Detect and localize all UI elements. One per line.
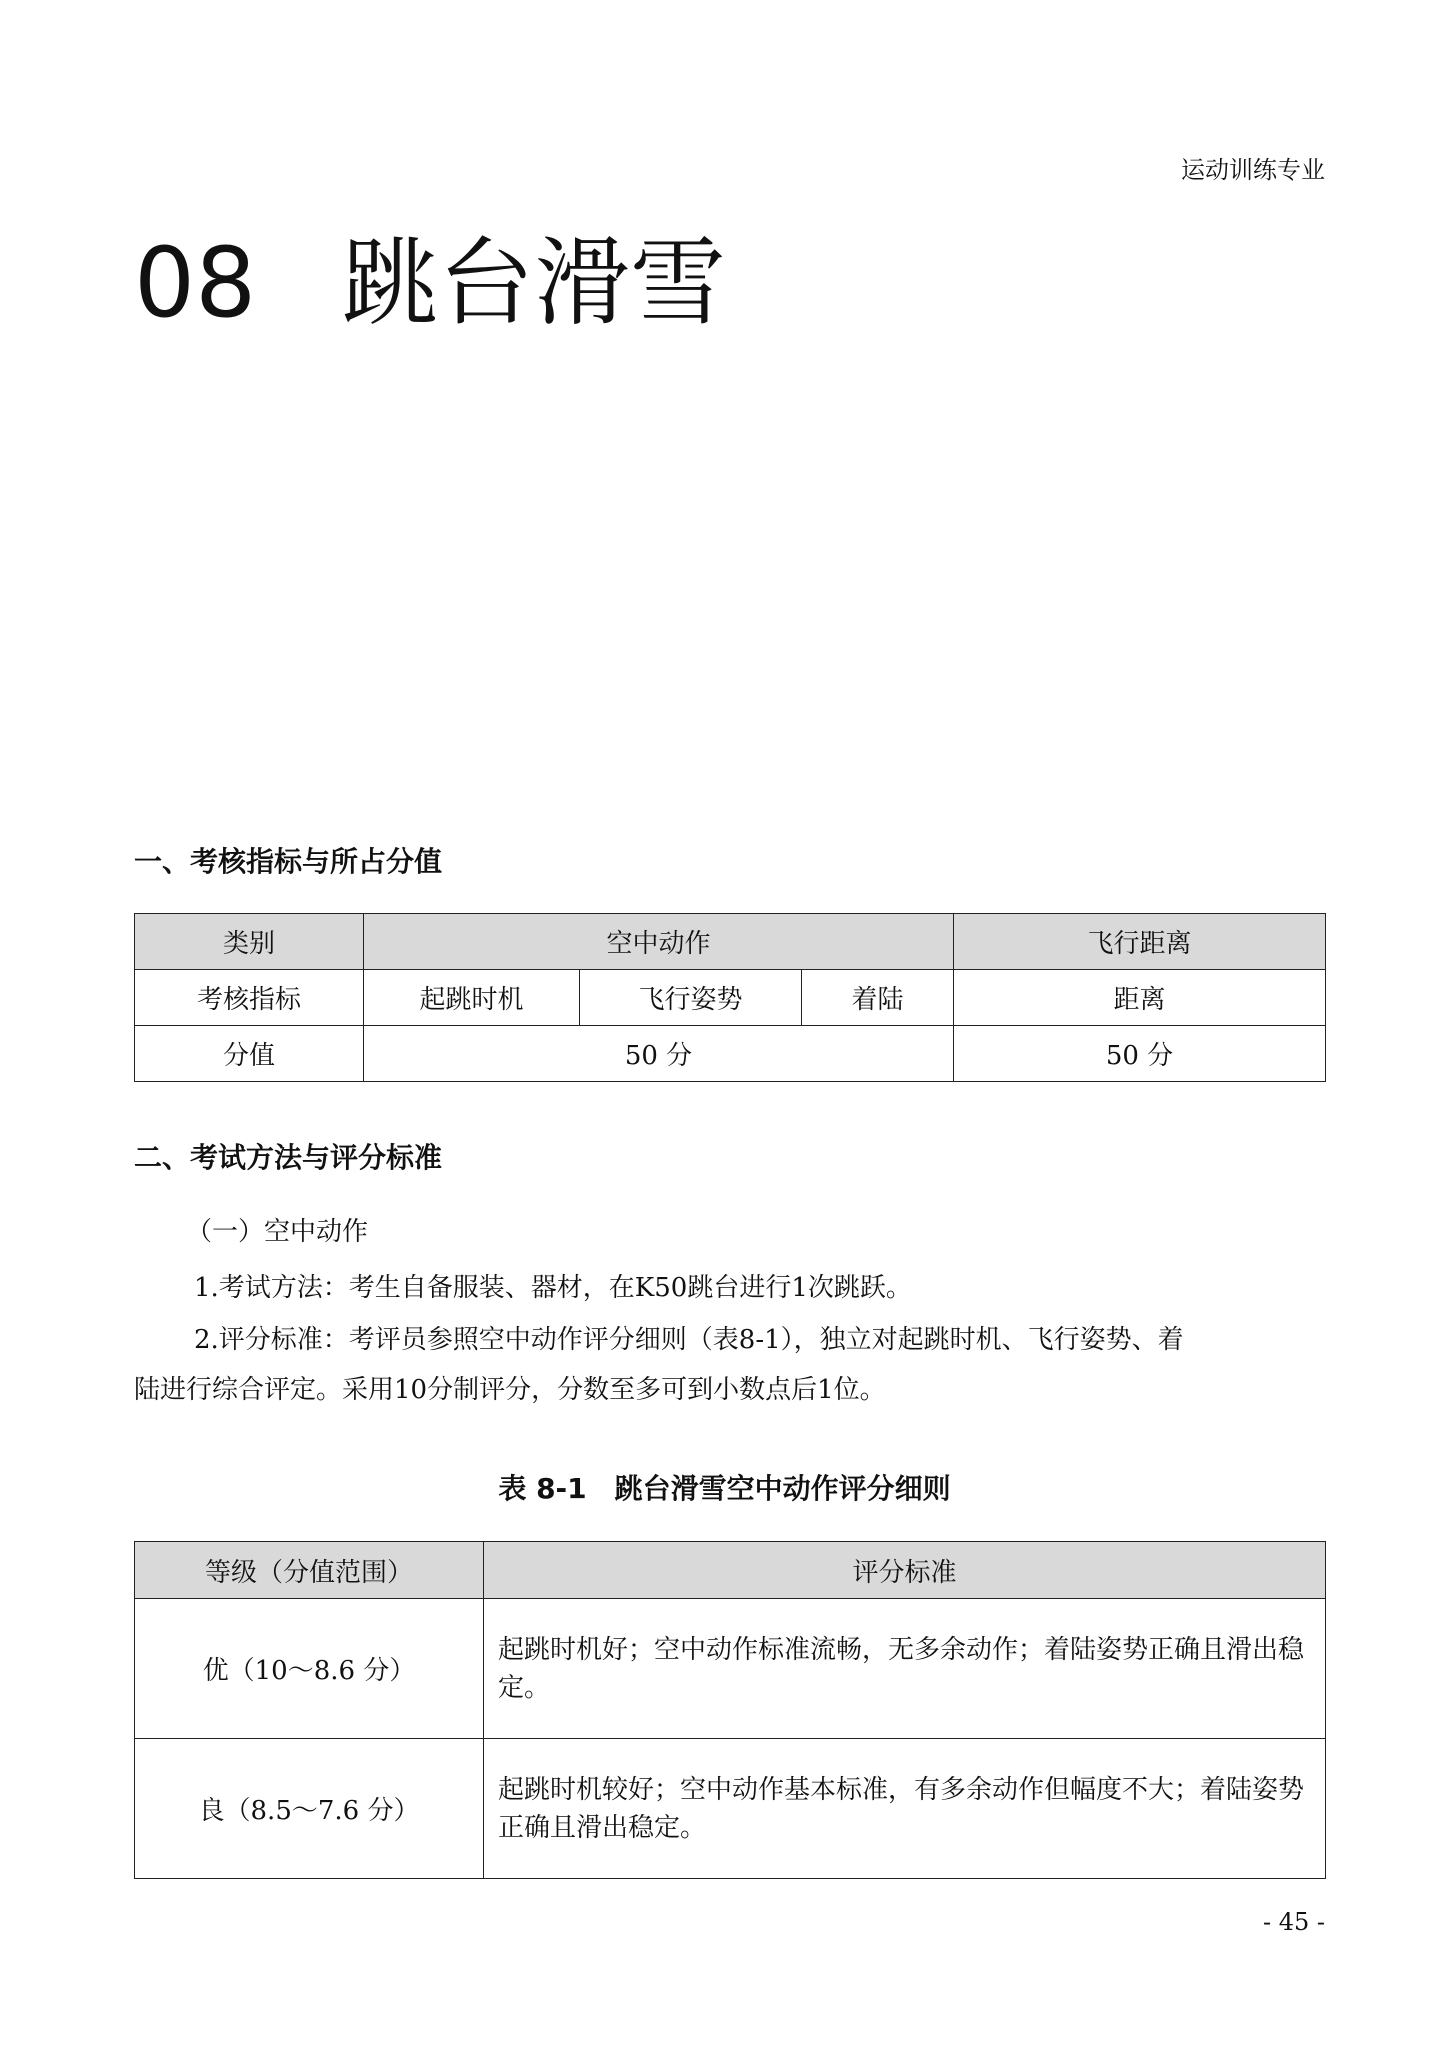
table-cell: 类别 bbox=[135, 914, 364, 970]
table-header-cell: 等级（分值范围） bbox=[135, 1542, 484, 1599]
scoring-table bbox=[134, 1541, 1326, 1879]
table-cell: 距离 bbox=[954, 970, 1326, 1026]
chapter-number: 08 bbox=[134, 227, 257, 339]
table-cell: 飞行距离 bbox=[954, 914, 1326, 970]
section2-title: 二、考试方法与评分标准 bbox=[134, 1141, 443, 1174]
running-header: 运动训练专业 bbox=[1181, 156, 1325, 184]
subsection-title: （一）空中动作 bbox=[186, 1217, 369, 1247]
assessment-table bbox=[134, 913, 1326, 1082]
section1-title: 一、考核指标与所占分值 bbox=[134, 845, 443, 878]
table-row bbox=[135, 914, 1326, 970]
table-cell: 分值 bbox=[135, 1026, 364, 1082]
table-row bbox=[135, 970, 1326, 1026]
table-cell: 空中动作 bbox=[364, 914, 954, 970]
table-cell: 起跳时机较好；空中动作基本标准，有多余动作但幅度不大；着陆姿势正确且滑出稳定。 bbox=[484, 1739, 1326, 1879]
table-cell: 着陆 bbox=[802, 970, 954, 1026]
table-cell: 起跳时机好；空中动作标准流畅，无多余动作；着陆姿势正确且滑出稳定。 bbox=[484, 1599, 1326, 1739]
table-caption: 表 8-1 跳台滑雪空中动作评分细则 bbox=[498, 1472, 951, 1505]
table-cell: 考核指标 bbox=[135, 970, 364, 1026]
table-row bbox=[135, 1542, 1326, 1599]
table-cell: 50 分 bbox=[954, 1026, 1326, 1082]
table-cell: 起跳时机 bbox=[364, 970, 580, 1026]
paragraph-method: 1.考试方法：考生自备服装、器材，在K50跳台进行1次跳跃。 bbox=[194, 1273, 912, 1303]
table-cell: 优（10～8.6 分） bbox=[135, 1599, 484, 1739]
table-header-cell: 评分标准 bbox=[484, 1542, 1326, 1599]
table-cell: 良（8.5～7.6 分） bbox=[135, 1739, 484, 1879]
chapter-heading bbox=[134, 227, 726, 339]
paragraph-standard-line2: 陆进行综合评定。采用10分制评分，分数至多可到小数点后1位。 bbox=[134, 1375, 886, 1405]
table-row bbox=[135, 1026, 1326, 1082]
paragraph-standard-line1: 2.评分标准：考评员参照空中动作评分细则（表8-1），独立对起跳时机、飞行姿势、着 bbox=[194, 1325, 1184, 1355]
chapter-title: 跳台滑雪 bbox=[342, 227, 726, 339]
table-row bbox=[135, 1739, 1326, 1879]
table-cell: 50 分 bbox=[364, 1026, 954, 1082]
table-cell: 飞行姿势 bbox=[580, 970, 802, 1026]
table-row bbox=[135, 1599, 1326, 1739]
page-number: - 45 - bbox=[1262, 1908, 1325, 1936]
